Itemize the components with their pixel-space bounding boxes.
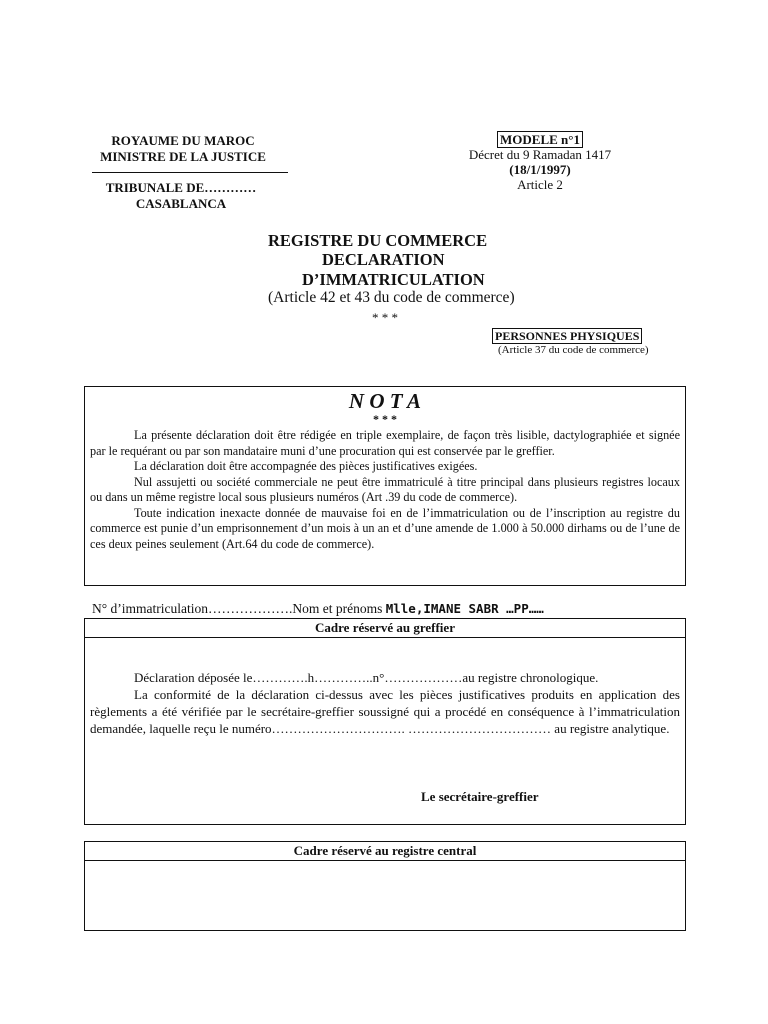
registration-value[interactable]: Mlle,IMANE SABR …PP…… <box>385 601 544 616</box>
city-label: CASABLANCA <box>135 196 227 211</box>
decree-label: Décret du 9 Ramadan 1417 <box>468 147 612 162</box>
title-subtitle: (Article 42 et 43 du code de commerce) <box>268 289 515 306</box>
greffier-title: Cadre réservé au greffier <box>85 619 685 638</box>
nota-box <box>84 386 686 586</box>
nota-paragraph: La présente déclaration doit être rédigée en triple exemplaire, de façon très lisible, dactylographiée et signée par le requérant ou par son mandataire muni d’une procuration qui est conservée par le greffier. <box>90 428 680 458</box>
article-label: Article 2 <box>517 177 563 192</box>
tribunal-block <box>92 180 270 212</box>
category-reference: (Article 37 du code de commerce) <box>498 344 649 356</box>
registration-label: N° d’immatriculation……………….Nom et prénoms <box>92 601 383 616</box>
model-badge: MODELE n°1 <box>497 131 583 148</box>
header-left <box>88 133 278 165</box>
title-line-2: DECLARATION <box>322 250 445 269</box>
kingdom-label: ROYAUME DU MAROC <box>111 133 255 148</box>
title-stars: * * * <box>372 310 398 325</box>
nota-paragraph: La déclaration doit être accompagnée des pièces justificatives exigées. <box>134 459 478 473</box>
category-label: PERSONNES PHYSIQUES <box>492 328 642 344</box>
decree-date: (18/1/1997) <box>509 162 571 177</box>
tribunal-label: TRIBUNALE DE………… <box>105 180 257 195</box>
greffier-box <box>84 618 686 825</box>
central-box <box>84 841 686 931</box>
greffier-deposit-line: Déclaration déposée le………….h…………..n°………………au registre chronologique. <box>134 670 599 685</box>
nota-paragraph: Toute indication inexacte donnée de mauvaise foi en de l’immatriculation ou de l’inscription au registre du commerce est punie d’un emprisonnement d’un mois à un an et d’une amende de 1.000 à 50.000 dirhams ou de l’une de ces deux peines seulement (Art.64 du code de commerce). <box>90 505 680 551</box>
title-line-1: REGISTRE DU COMMERCE <box>268 231 488 250</box>
greffier-conformity-text: La conformité de la déclaration ci-dessus avec les pièces justificatives produits en application des règlements a été vérifiée par le secrétaire-greffier soussigné qui a procédé en conséquence à l’immatriculation demandée, laquelle reçu le numéro…………………………. …………………………… au registre analytique. <box>90 687 680 736</box>
greffier-signature: Le secrétaire-greffier <box>421 789 539 804</box>
nota-paragraph: Nul assujetti ou société commerciale ne peut être immatriculé à titre principal dans plusieurs registres locaux ou dans un même registre local sous plusieurs numéros (Art .39 du code de commerce). <box>90 474 680 504</box>
central-title: Cadre réservé au registre central <box>85 842 685 861</box>
nota-stars: * * * <box>373 412 397 426</box>
registration-line <box>92 601 544 617</box>
ministry-label: MINISTRE DE LA JUSTICE <box>100 149 266 164</box>
title-line-3: D’IMMATRICULATION <box>302 270 485 289</box>
header-divider <box>92 172 288 173</box>
header-right <box>450 132 630 192</box>
nota-heading: N O T A <box>348 389 422 413</box>
